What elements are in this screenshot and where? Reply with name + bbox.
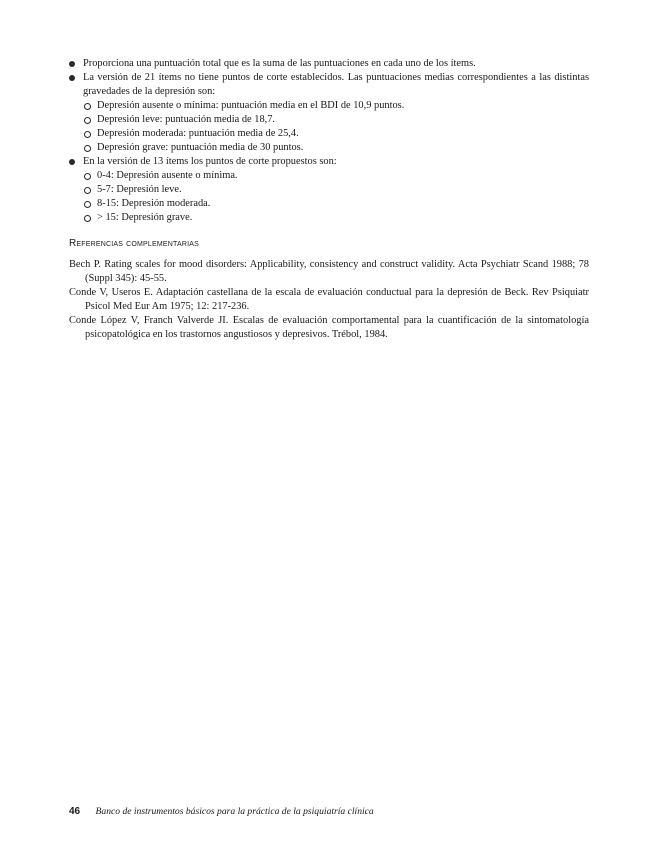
- reference-entry: Bech P. Rating scales for mood disorders: Applicability, consistency and construct validity. Acta Psychiatr Scand 1988; 78 (Suppl 345): 45-55.: [69, 259, 589, 284]
- sub-bullet-item: [83, 141, 589, 155]
- bullet-item: [69, 71, 589, 155]
- bullet-dot-icon: [69, 159, 75, 165]
- sub-bullet-text: 8-15: Depresión moderada.: [97, 198, 211, 209]
- sub-bullet-item: [83, 197, 589, 211]
- sub-bullet-item: [83, 183, 589, 197]
- bullet-item: [69, 57, 589, 71]
- book-title: Banco de instrumentos básicos para la práctica de la psiquiatría clínica: [95, 806, 374, 817]
- sub-bullet-text: Depresión grave: puntuación media de 30 puntos.: [97, 142, 304, 153]
- scoring-bullet-list: [69, 57, 589, 225]
- sub-bullet-text: Depresión leve: puntuación media de 18,7.: [97, 114, 276, 125]
- sub-bullet-text: Depresión moderada: puntuación media de 25,4.: [97, 128, 299, 139]
- page-number: 46: [69, 806, 81, 817]
- reference-entry: Conde López V, Franch Valverde JI. Escalas de evaluación comportamental para la cuantificación de la sintomatología psicopatológica en los trastornos angustiosos y depresivos. Trébol, 1984.: [69, 315, 589, 340]
- circle-bullet-icon: [84, 187, 91, 194]
- circle-bullet-icon: [84, 215, 91, 222]
- references-list: [69, 258, 589, 342]
- circle-bullet-icon: [84, 131, 91, 138]
- sub-bullet-item: [83, 99, 589, 113]
- sub-bullet-item: [83, 127, 589, 141]
- sub-bullet-text: 5-7: Depresión leve.: [97, 184, 182, 195]
- circle-bullet-icon: [84, 173, 91, 180]
- bullet-text: En la versión de 13 ítems los puntos de corte propuestos son:: [83, 156, 337, 167]
- sub-bullet-text: > 15: Depresión grave.: [97, 212, 193, 223]
- sub-bullet-text: 0-4: Depresión ausente o mínima.: [97, 170, 238, 181]
- page-body: [69, 57, 589, 342]
- sub-bullet-item: [83, 169, 589, 183]
- sub-bullet-item: [83, 113, 589, 127]
- sub-bullet-text: Depresión ausente o mínima: puntuación media en el BDI de 10,9 puntos.: [97, 100, 405, 111]
- bullet-dot-icon: [69, 61, 75, 67]
- circle-bullet-icon: [84, 201, 91, 208]
- references-heading: Referencias complementarias: [69, 238, 200, 249]
- circle-bullet-icon: [84, 117, 91, 124]
- sub-bullet-list: [83, 99, 589, 155]
- sub-bullet-item: [83, 211, 589, 225]
- reference-entry: Conde V, Useros E. Adaptación castellana de la escala de evaluación conductual para la depresión de Beck. Rev Psiquiatr Psicol Med Eur Am 1975; 12: 217-236.: [69, 287, 589, 312]
- circle-bullet-icon: [84, 145, 91, 152]
- page-footer: [69, 806, 374, 818]
- bullet-text: La versión de 21 ítems no tiene puntos de corte establecidos. Las puntuaciones medias correspondientes a las distintas gravedades de la depresión son:: [83, 72, 589, 97]
- bullet-item: [69, 155, 589, 225]
- bullet-dot-icon: [69, 75, 75, 81]
- circle-bullet-icon: [84, 103, 91, 110]
- sub-bullet-list: [83, 169, 589, 225]
- bullet-text: Proporciona una puntuación total que es la suma de las puntuaciones en cada uno de los ítems.: [83, 58, 476, 69]
